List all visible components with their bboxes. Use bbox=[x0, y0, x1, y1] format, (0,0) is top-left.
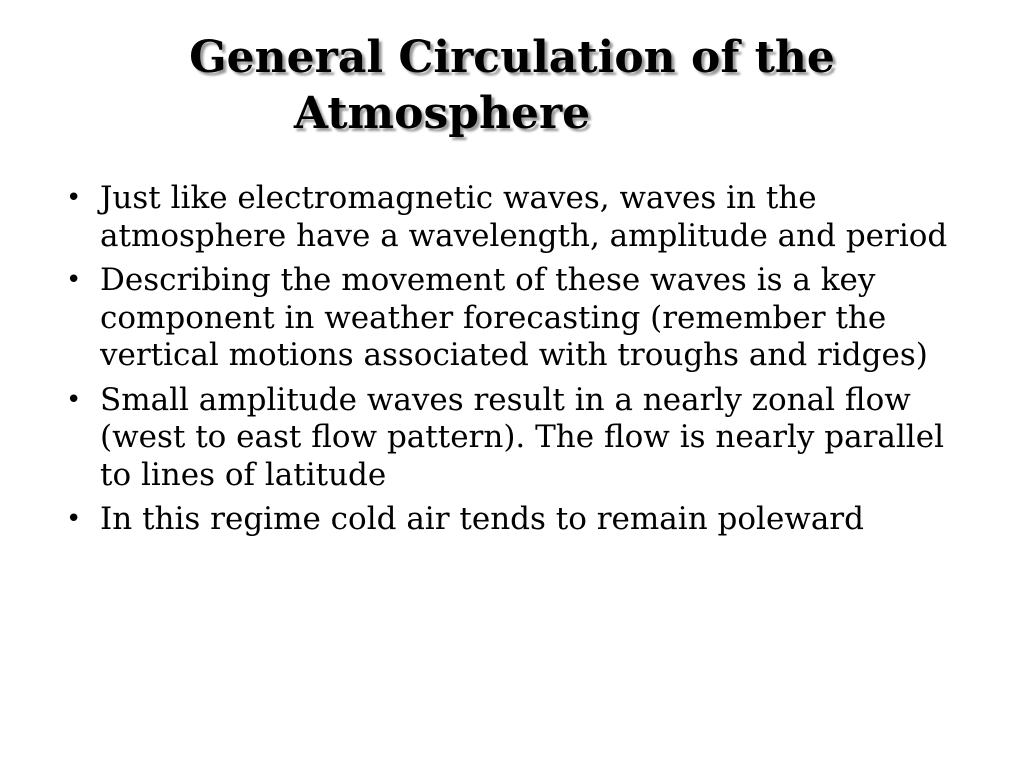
bullet-dot-icon: • bbox=[66, 384, 82, 415]
bullet-text: Small amplitude waves result in a nearly zonal flow (west to east flow pattern). The flow is nearly parallel to lines of latitude bbox=[100, 381, 944, 493]
bullet-dot-icon: • bbox=[66, 183, 82, 213]
bullet-item bbox=[60, 382, 970, 495]
bullet-item bbox=[60, 262, 970, 375]
slide-title bbox=[60, 30, 964, 142]
slide-title-line-1: General Circulation of the bbox=[189, 32, 835, 83]
slide-title-line-2: Atmosphere bbox=[293, 88, 591, 139]
bullet-dot-icon: • bbox=[66, 504, 82, 534]
bullet-dot-icon: • bbox=[66, 265, 82, 295]
bullet-item bbox=[60, 180, 970, 255]
bullet-item bbox=[60, 501, 970, 539]
bullet-text: Describing the movement of these waves is a key component in weather forecasting (remember the vertical motions associated with troughs and ridges) bbox=[100, 262, 928, 373]
bullet-list bbox=[60, 180, 970, 546]
bullet-text: In this regime cold air tends to remain poleward bbox=[100, 501, 864, 537]
bullet-text: Just like electromagnetic waves, waves in the atmosphere have a wavelength, amplitude and period bbox=[100, 180, 948, 254]
